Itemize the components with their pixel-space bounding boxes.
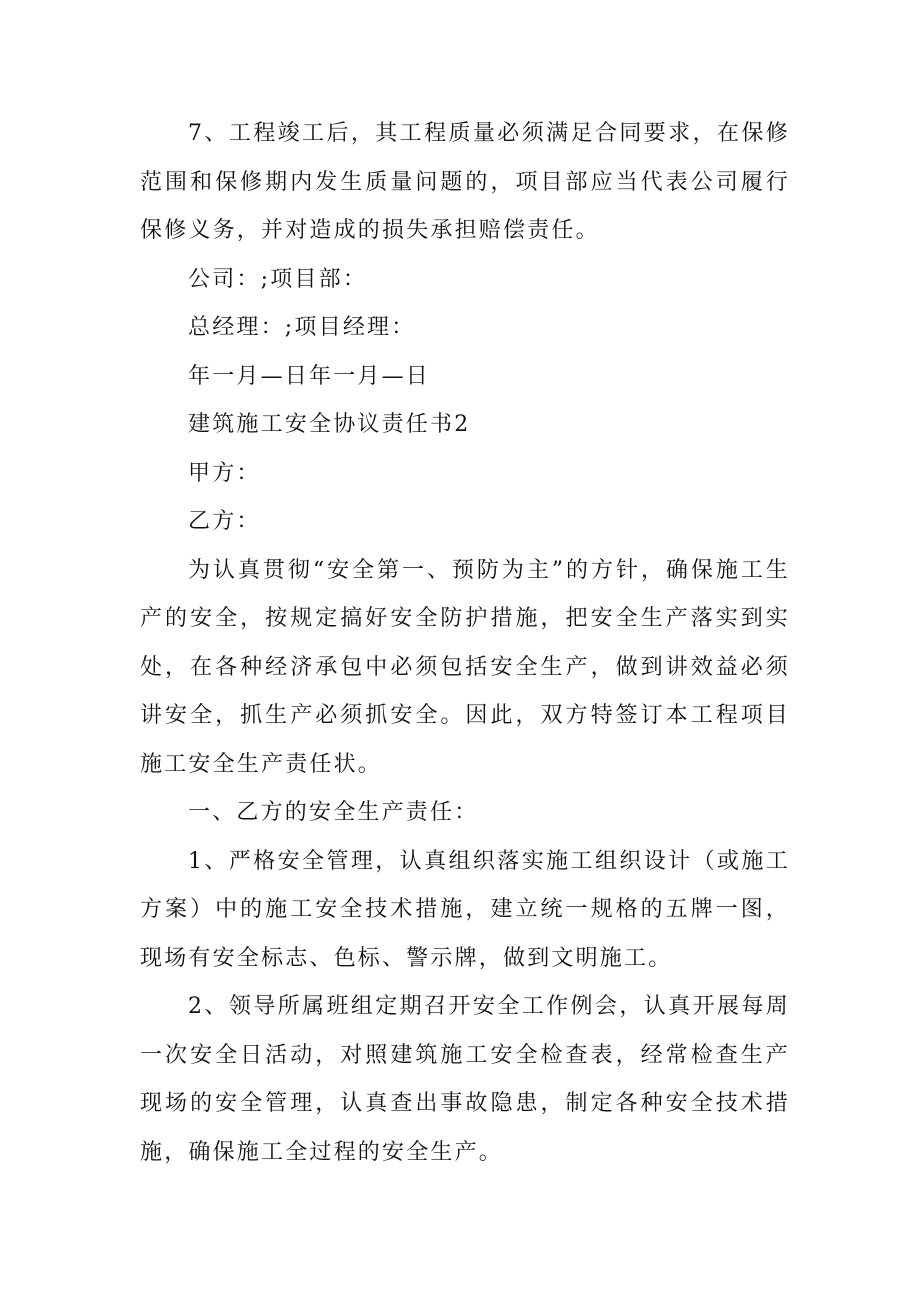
paragraph-manager-signature: 总经理：;项目经理： — [188, 315, 416, 340]
paragraph-party-b: 乙方： — [188, 509, 261, 534]
paragraph-date-line: 年一月—日年一月—日 — [188, 363, 431, 389]
paragraph-preamble: 为认真贯彻“安全第一、预防为主”的方针，确保施工生产的安全，按规定搞好安全防护措施，把安全生产落实到实处，在各种经济承包中必须包括安全生产，做到讲效益必须讲安全，抓生产必须抓安全。因此，双方特签订本工程项目施工安全生产责任状。 — [140, 557, 790, 777]
document-body — [140, 110, 790, 1177]
paragraph-clause-2: 2、领导所属班组定期召开安全工作例会，认真开展每周一次安全日活动，对照建筑施工安全检查表，经常检查生产现场的安全管理，认真查出事故隐患，制定各种安全技术措施，确保施工全过程的安全生产。 — [140, 994, 790, 1165]
paragraph-clause-1: 1、严格安全管理，认真组织落实施工组织设计（或施工方案）中的施工安全技术措施，建立统一规格的五牌一图，现场有安全标志、色标、警示牌，做到文明施工。 — [140, 848, 790, 971]
document-subtitle: 建筑施工安全协议责任书2 — [188, 412, 471, 437]
section-heading-party-b-duties: 一、乙方的安全生产责任： — [188, 800, 479, 825]
paragraph-company-signature: 公司：;项目部： — [188, 266, 368, 292]
paragraph-warranty-clause: 7、工程竣工后，其工程质量必须满足合同要求，在保修范围和保修期内发生质量问题的，项目部应当代表公司履行保修义务，并对造成的损失承担赔偿责任。 — [140, 121, 790, 243]
paragraph-party-a: 甲方： — [188, 460, 261, 486]
